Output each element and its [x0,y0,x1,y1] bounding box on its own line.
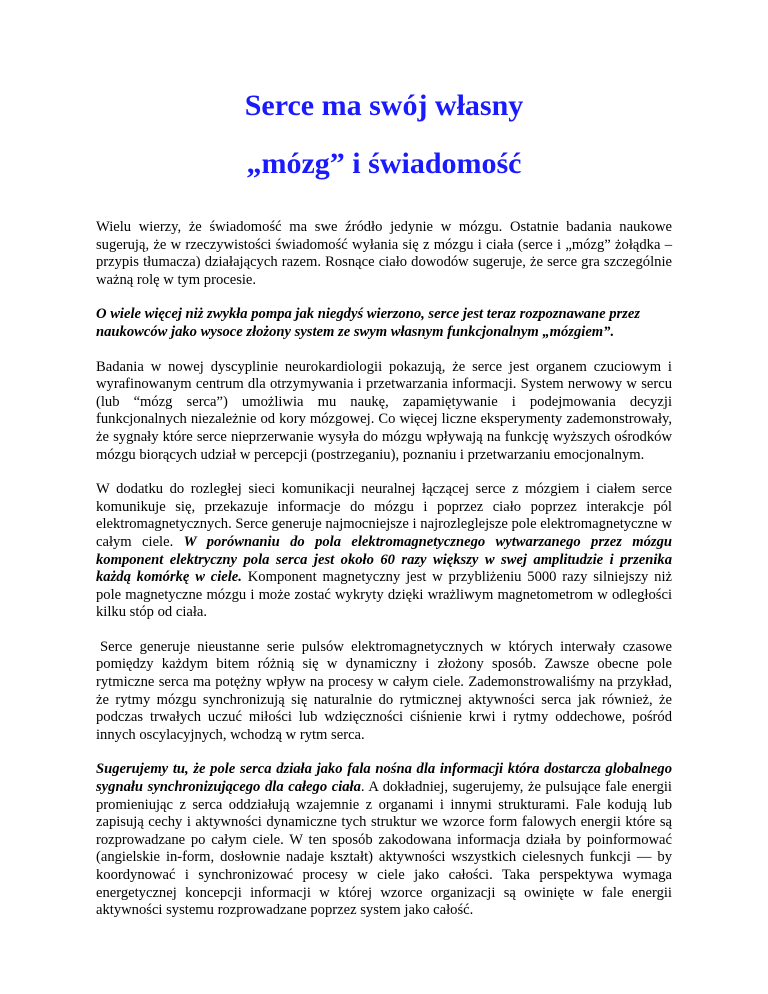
paragraph-electromagnetic-part-2: Komponent magnetyczny jest w przybliżeniu 5000 razy silniejszy niż pole magnetyczne mózgu i może zostać wykryty dzięki wrażliwym magnetometrom w odległości kilku stóp od ciała. [96,569,672,621]
paragraph-electromagnetic [96,481,672,622]
paragraph-electromagnetic-part-1: W dodatku do rozległej sieci komunikacji neuralnej łączącej serce z mózgiem i ciałem serce komunikuje się, przekazuje informacje do mózgu i poprzez ciało poprzez interakcje pól elektromagnetycznych. Serce generuje najmocniejsze i najrozleglejsze pole elektromagnetyczne w całym ciele. [96,481,672,550]
paragraph-lead: O wiele więcej niż zwykła pompa jak niegdyś wierzono, serce jest teraz rozpoznawane przez naukowców jako wysoce złożony system ze swym własnym funkcjonalnym „mózgiem”. [96,306,641,340]
title-line-2: „mózg” i świadomość [246,147,522,180]
paragraph-intro: Wielu wierzy, że świadomość ma swe źródło jedynie w mózgu. Ostatnie badania naukowe sugerują, że w rzeczywistości świadomość wyłania się z mózgu i ciała (serce i „mózg” żołądka – przypis tłumacza) działających razem. Rosnące ciało dowodów sugeruje, że serce gra szczególnie ważną rolę w tym procesie. [96,219,672,288]
paragraph-carrier-wave-rest: . A dokładniej, sugerujemy, że pulsujące fale energii promieniując z serca oddziałują wzajemnie z organami i innymi strukturami. Fale kodują lub zapisują cechy i aktywności dynamiczne tych struktur we wzorce form falowych energii które są rozprowadzane po całym ciele. W ten sposób zakodowana informacja działa by poinformować (angielskie in-form, dosłownie nadaje kształt) aktywności wszystkich cielesnych funkcji — by koordynować i synchronizować procesy w ciele jako całości. Taka perspektywa wymaga energetycznej koncepcji informacji w której wzorce organizacji są owinięte w fale energii aktywności systemu rozprowadzane poprzez system jako całość. [96,779,672,919]
document-body [96,219,672,920]
paragraph-neurocardiology: Badania w nowej dyscyplinie neurokardiologii pokazują, że serce jest organem czuciowym i wyrafinowanym centrum dla otrzymywania i przetwarzania informacji. System nerwowy w sercu (lub “mózg serca”) umożliwia mu naukę, zapamiętywanie i podejmowania decyzji funkcjonalnych niezależnie od kory mózgowej. Co więcej liczne eksperymenty zademonstrowały, że sygnały które serce nieprzerwanie wysyła do mózgu wpływają na funkcję wyższych ośrodków mózgu biorących udział w percepcji (postrzeganiu), poznaniu i przetwarzaniu emocjonalnym. [96,358,672,463]
paragraph-carrier-wave [96,761,672,919]
paragraph-rhythms: Serce generuje nieustanne serie pulsów elektromagnetycznych w których interwały czasowe pomiędzy każdym bitem różnią się w dynamiczny i złożony sposób. Zawsze obecne pole rytmiczne serca ma potężny wpływ na procesy w całym ciele. Zademonstrowaliśmy na przykład, że rytmy mózgu synchronizują się naturalnie do rytmicznej aktywności serca jak również, że podczas trwałych uczuć miłości lub wdzięczności ciśnienie krwi i rytmy oddechowe, pośród innych oscylacyjnych, wchodzą w rytm serca. [96,638,672,743]
paragraph-electromagnetic-emphasis: W porównaniu do pola elektromagnetycznego wytwarzanego przez mózgu komponent elektryczny pola serca jest około 60 razy większy w swej amplitudzie i przenika każdą komórkę w ciele. [96,533,672,586]
paragraph-carrier-wave-emphasis: Sugerujemy tu, że pole serca działa jako fala nośna dla informacji która dostarcza globalnego sygnału synchronizującego dla całego ciała [96,761,672,796]
page-title [96,0,672,183]
title-line-1: Serce ma swój własny [244,89,524,122]
